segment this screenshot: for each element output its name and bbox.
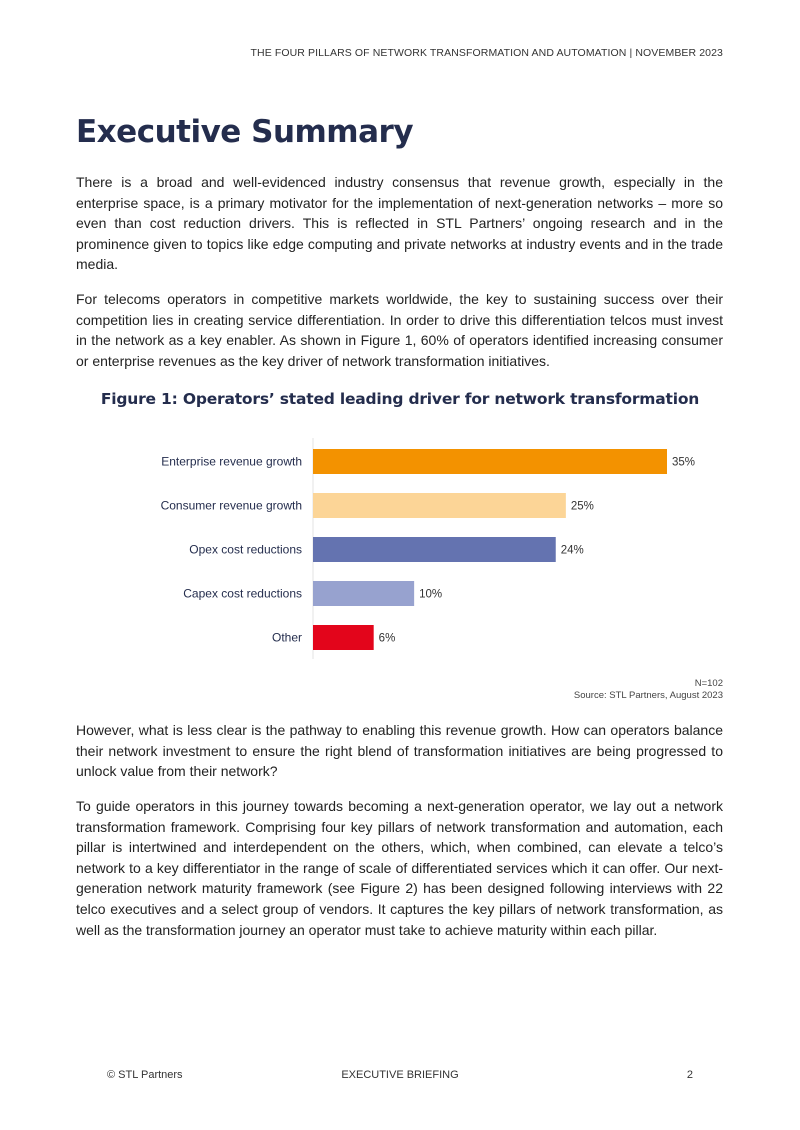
- chart-category-label: Opex cost reductions: [189, 542, 302, 557]
- chart-value-label: 35%: [672, 456, 696, 469]
- chart-category-label: Other: [271, 630, 302, 645]
- chart-bar: [313, 537, 556, 562]
- figure-sample-size: N=102: [694, 678, 723, 689]
- chart-bar: [313, 581, 414, 606]
- chart-category-label: Enterprise revenue growth: [161, 454, 302, 469]
- paragraph-pathway: However, what is less clear is the pathway to enabling this revenue growth. How can operators balance their network investment to ensure the right blend of transformation initiatives are being progressed to unlock value from their network?: [76, 722, 723, 780]
- figure-source: Source: STL Partners, August 2023: [573, 690, 723, 701]
- chart-value-label: 10%: [419, 588, 443, 601]
- chart-bar: [313, 493, 566, 518]
- paragraph-intro: There is a broad and well-evidenced industry consensus that revenue growth, especially in the enterprise space, is a primary motivator for the implementation of next-generation networks – more so even than cost reduction drivers. This is reflected in STL Partners’ ongoing research and in the prominence given to topics like edge computing and private networks at industry events and in the trade media.: [76, 174, 723, 273]
- footer-document-type: EXECUTIVE BRIEFING: [341, 1069, 459, 1081]
- footer-copyright: © STL Partners: [107, 1069, 183, 1081]
- chart-bar: [313, 449, 667, 474]
- chart-bar: [313, 625, 374, 650]
- figure-title: Figure 1: Operators’ stated leading driver for network transformation: [100, 390, 700, 408]
- paragraph-framework: To guide operators in this journey towards becoming a next-generation operator, we lay out a network transformation framework. Comprising four key pillars of network transformation and automation, each pillar is intertwined and interdependent on the others, which, when combined, can elevate a telco’s network to a key differentiator in the range of scale of differentiated services which it can offer. Our next-generation network maturity framework (see Figure 2) has been designed following interviews with 22 telco executives and a select group of vendors. It captures the key pillars of network transformation, as well as the transformation journey an operator must take to achieve maturity within each pillar.: [76, 798, 723, 938]
- chart-value-label: 6%: [378, 632, 396, 645]
- chart-value-label: 25%: [570, 500, 594, 513]
- page-header: THE FOUR PILLARS OF NETWORK TRANSFORMATION AND AUTOMATION | NOVEMBER 2023: [250, 47, 723, 59]
- page-number: 2: [686, 1069, 693, 1081]
- chart-category-label: Capex cost reductions: [183, 586, 302, 601]
- bar-chart: [0, 430, 800, 670]
- chart-value-label: 24%: [560, 544, 584, 557]
- chart-category-label: Consumer revenue growth: [160, 498, 302, 513]
- paragraph-differentiation: For telecoms operators in competitive markets worldwide, the key to sustaining success over their competition lies in creating service differentiation. In order to drive this differentiation telcos must invest in the network as a key enabler. As shown in Figure 1, 60% of operators identified increasing consumer or enterprise revenues as the key driver of network transformation initiatives.: [76, 291, 723, 369]
- page-title: Executive Summary: [76, 114, 414, 150]
- chart-bars: [161, 449, 695, 650]
